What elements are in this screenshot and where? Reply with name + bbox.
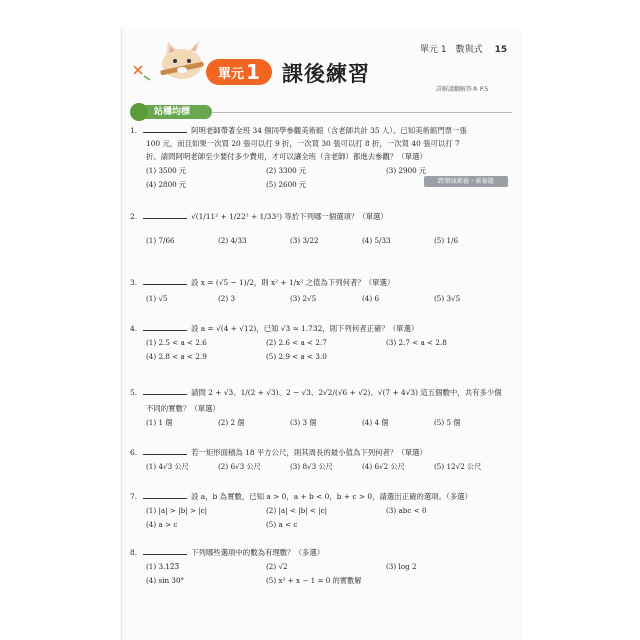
answer-blank[interactable] bbox=[143, 546, 187, 555]
page-number: 15 bbox=[494, 45, 508, 55]
answer-blank[interactable] bbox=[143, 386, 187, 395]
option: (2) √2 bbox=[266, 562, 288, 571]
question-8: 8. 下列哪些選項中的數為有理數？（多選） bbox=[130, 548, 325, 557]
question-4: 4. 設 a = √(4 + √12)，已知 √3 ≈ 1.732，則下列何者正確？（單選） bbox=[130, 324, 419, 333]
option: (5) 3√5 bbox=[434, 294, 461, 303]
option: (4) sin 30° bbox=[146, 576, 185, 585]
option: (2) 3 bbox=[218, 294, 236, 303]
skill-badge: 跨領域素養・素養題 bbox=[424, 176, 508, 187]
option: (2) 4/33 bbox=[218, 236, 247, 245]
question-2: 2. √(1/11² + 1/22² + 1/33²) 等於下列哪一個選項？（單選） bbox=[130, 212, 388, 221]
unit-pill-number: 1 bbox=[246, 60, 260, 84]
answer-blank[interactable] bbox=[143, 124, 187, 133]
option: (4) 2800 元 bbox=[146, 180, 187, 189]
question-7: 7. 設 a，b 為實數，已知 a > 0，a + b < 0，b + c > 0，請選出正確的選項。（多選） bbox=[130, 492, 472, 501]
option: (4) 2.8 < a < 2.9 bbox=[146, 352, 207, 361]
option: (1) 3.12̅3̅ bbox=[146, 562, 180, 571]
option: (1) 7/66 bbox=[146, 236, 175, 245]
option: (4) a > c bbox=[146, 520, 178, 529]
option: (4) 4 個 bbox=[362, 418, 389, 427]
unit-pill-text: 單元 bbox=[218, 66, 245, 82]
cat-mascot-icon bbox=[152, 38, 210, 80]
option: (3) 3/22 bbox=[290, 236, 319, 245]
option: (5) 1/6 bbox=[434, 236, 459, 245]
option: (2) |a| < |b| < |c| bbox=[266, 506, 328, 515]
option: (3) 2√5 bbox=[290, 294, 317, 303]
option: (3) 2900 元 bbox=[386, 166, 427, 175]
answer-blank[interactable] bbox=[143, 490, 187, 499]
option: (5) x² + x − 1 = 0 的實數解 bbox=[266, 576, 362, 585]
answer-blank[interactable] bbox=[143, 446, 187, 455]
option: (1) 1 個 bbox=[146, 418, 173, 427]
section-divider bbox=[212, 112, 512, 113]
answer-reference: 詳解請翻解答本 P.5 bbox=[436, 86, 489, 93]
question-5: 5. 請問 2 + √3、1/(2 + √3)、2 − √3、2√2/(√6 + √2)、√(7 + 4√3) 這五個數中，共有多少個 bbox=[130, 388, 502, 397]
option: (1) 2.5 < a < 2.6 bbox=[146, 338, 207, 347]
question-1-line3: 折。請問阿明老師至少要付多少費用，才可以讓全班（含老師）都進去參觀？（單選） bbox=[146, 152, 427, 161]
question-5-line2: 不同的實數？（單選） bbox=[146, 404, 220, 413]
option: (2) 3300 元 bbox=[266, 166, 307, 175]
option: (4) 6√2 公尺 bbox=[362, 462, 405, 471]
option: (1) √5 bbox=[146, 294, 168, 303]
option: (1) 3500 元 bbox=[146, 166, 187, 175]
question-1-line2: 100 元，而且如果一次買 20 張可以打 9 折，一次買 30 張可以打 8 折，一次買 40 張可以打 7 bbox=[146, 139, 460, 148]
option: (3) 2.7 < a < 2.8 bbox=[386, 338, 447, 347]
option: (3) 3 個 bbox=[290, 418, 317, 427]
option: (4) 5/33 bbox=[362, 236, 391, 245]
option: (5) a < c bbox=[266, 520, 298, 529]
question-1: 1. 阿明老師帶著全班 34 個同學參觀美術館（含老師共計 35 人）。已知美術館門票一張 bbox=[130, 126, 467, 135]
unit-label: 單元 1 數與式 bbox=[420, 45, 483, 55]
option: (2) 2 個 bbox=[218, 418, 245, 427]
leaf-icon bbox=[130, 103, 148, 121]
section-title: 站穩均標 bbox=[142, 105, 212, 119]
option: (3) log 2 bbox=[386, 562, 417, 571]
unit-pill bbox=[206, 59, 272, 85]
answer-blank[interactable] bbox=[143, 276, 187, 285]
question-6: 6. 若一矩形面積為 18 平方公尺，則其周長的最小值為下列何者？（單選） bbox=[130, 448, 427, 457]
option: (5) 2600 元 bbox=[266, 180, 307, 189]
option: (1) |a| > |b| > |c| bbox=[146, 506, 208, 515]
option: (3) abc < 0 bbox=[386, 506, 427, 515]
sparkle-decoration-icon bbox=[130, 62, 152, 82]
page-header bbox=[420, 42, 507, 55]
option: (3) 8√3 公尺 bbox=[290, 462, 333, 471]
option: (5) 2.9 < a < 3.0 bbox=[266, 352, 327, 361]
answer-blank[interactable] bbox=[143, 322, 187, 331]
option: (5) 5 個 bbox=[434, 418, 461, 427]
option: (2) 6√3 公尺 bbox=[218, 462, 261, 471]
answer-blank[interactable] bbox=[143, 210, 187, 219]
question-3: 3. 設 x = (√5 − 1)/2，則 x² + 1/x² 之值為下列何者？（單選） bbox=[130, 278, 395, 287]
option: (1) 4√3 公尺 bbox=[146, 462, 189, 471]
option: (4) 6 bbox=[362, 294, 380, 303]
page-title: 課後練習 bbox=[282, 62, 370, 86]
option: (2) 2.6 < a < 2.7 bbox=[266, 338, 327, 347]
option: (5) 12√2 公尺 bbox=[434, 462, 482, 471]
